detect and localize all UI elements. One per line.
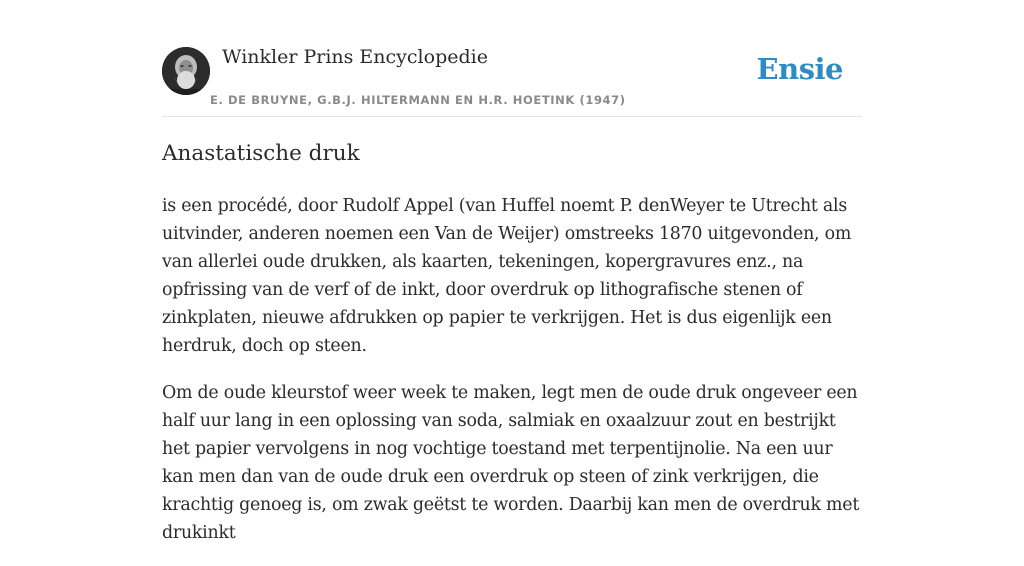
page [162,0,862,543]
author-avatar[interactable] [162,47,210,95]
source-header [162,0,862,117]
brand-logo[interactable]: Ensie [756,52,843,86]
article-title: Anastatische druk [162,141,360,166]
source-authors: E. DE BRUYNE, G.B.J. HILTERMANN EN H.R. HOETINK (1947) [210,93,626,107]
article-paragraph: is een procédé, door Rudolf Appel (van Huffel noemt P. denWeyer te Utrecht als uitvinder, anderen noemen een Van de Weijer) omstreeks 1870 uitgevonden, om van allerlei oude drukken, als kaarten, tekeningen, kopergravures enz., na opfrissing van de verf of de inkt, door overdruk op lithografische stenen of zinkplaten, nieuwe afdrukken op papier te verkrijgen. Het is dus eigenlijk een herdruk, doch op steen. [162,196,852,356]
article-body [162,192,862,566]
source-title[interactable]: Winkler Prins Encyclopedie [222,46,488,68]
article-paragraph: Om de oude kleurstof weer week te maken, legt men de oude druk ongeveer een half uur lang in een oplossing van soda, salmiak en oxaalzuur zout en bestrijkt het papier vervolgens in nog vochtige toestand met terpentijnolie. Na een uur kan men dan van de oude druk een overdruk op steen of zink verkrijgen, die krachtig genoeg is, om zwak geëtst te worden. Daarbij kan men de overdruk met drukinkt [162,383,860,543]
author-portrait-icon [162,47,210,95]
